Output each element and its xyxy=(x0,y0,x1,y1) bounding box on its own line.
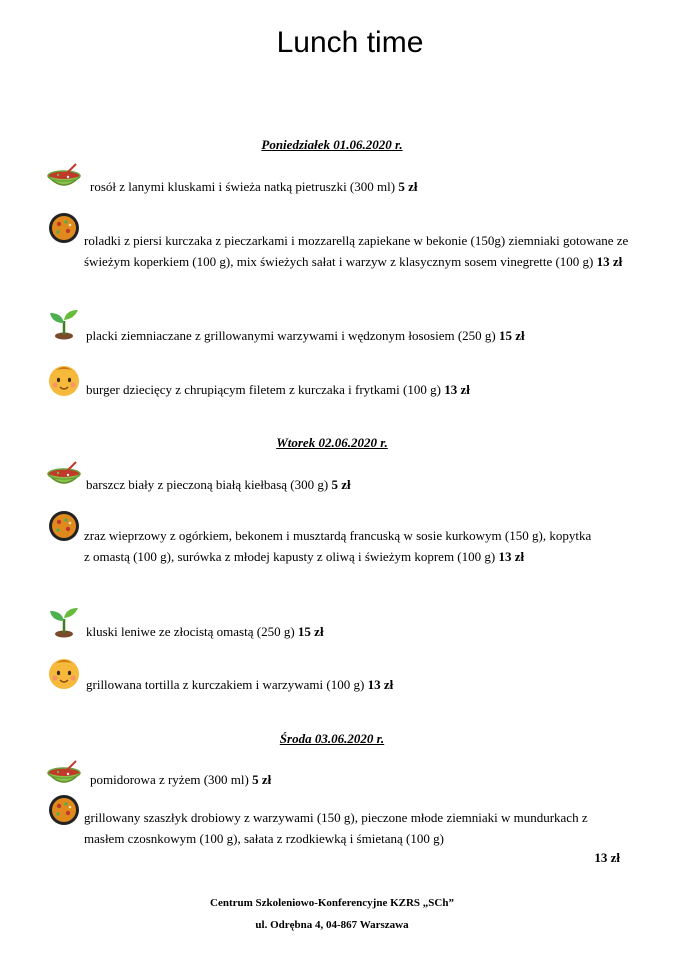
menu-item-text xyxy=(86,474,646,495)
day-heading-tuesday: Wtorek 02.06.2020 r. xyxy=(276,435,388,450)
dish-description: pomidorowa z ryżem (300 ml) xyxy=(90,772,249,787)
day-heading-monday: Poniedziałek 01.06.2020 r. xyxy=(261,137,403,152)
dish-description: barszcz biały z pieczoną białą kiełbasą (300 g) xyxy=(86,477,329,492)
menu-item-text xyxy=(86,379,646,400)
paella-pan-icon xyxy=(46,508,82,544)
baby-face-icon xyxy=(46,656,82,692)
dish-price: 13 zł xyxy=(444,382,470,397)
dish-price: 13 zł xyxy=(367,677,394,692)
menu-item-text xyxy=(84,525,594,567)
seedling-icon xyxy=(46,305,82,341)
menu-item-text xyxy=(86,325,646,346)
dish-description: placki ziemniaczane z grillowanymi warzywami i wędzonym łososiem (250 g) xyxy=(86,328,496,343)
soup-bowl-icon xyxy=(46,160,82,196)
menu-item-text xyxy=(86,674,646,695)
menu-item-text xyxy=(84,807,604,849)
menu-item-text xyxy=(84,230,634,272)
menu-item-text xyxy=(86,621,646,642)
dish-price: 13 zł xyxy=(596,254,623,269)
soup-bowl-icon xyxy=(46,458,82,494)
dish-description: kluski leniwe ze złocistą omastą (250 g) xyxy=(86,624,295,639)
paella-pan-icon xyxy=(46,210,82,246)
dish-price: 5 zł xyxy=(398,179,418,194)
soup-bowl-icon xyxy=(46,757,82,793)
day-heading-wednesday: Środa 03.06.2020 r. xyxy=(279,731,385,746)
dish-description: roladki z piersi kurczaka z pieczarkami i mozzarellą zapiekane w bekonie (150g) ziemniaki gotowane ze świeżym koperkiem (100 g), mix świeżych sałat i warzyw z klasycznym sosem vinegrette (100 g) xyxy=(84,233,629,269)
dish-price: 15 zł xyxy=(498,328,525,343)
dish-price: 5 zł xyxy=(331,477,351,492)
dish-price: 13 zł xyxy=(594,850,620,865)
dish-price: 5 zł xyxy=(252,772,272,787)
footer-address: ul. Odrębna 4, 04-867 Warszawa xyxy=(255,919,409,931)
menu-item-text xyxy=(90,176,650,197)
dish-description: grillowany szaszłyk drobiowy z warzywami (150 g), pieczone młode ziemniaki w mundurkach z masłem czosnkowym (100 g), sałata z rzodkiewką i śmietaną (100 g) xyxy=(84,810,588,846)
dish-description: grillowana tortilla z kurczakiem i warzywami (100 g) xyxy=(86,677,365,692)
dish-price: 13 zł xyxy=(498,549,525,564)
dish-description: burger dziecięcy z chrupiącym filetem z kurczaka i frytkami (100 g) xyxy=(86,382,441,397)
seedling-icon xyxy=(46,603,82,639)
dish-description: zraz wieprzowy z ogórkiem, bekonem i musztardą francuską w sosie kurkowym (150 g), kopytka z omastą (100 g), surówka z młodej kapusty z oliwą i świeżym koprem (100 g) xyxy=(84,528,592,564)
dish-price: 15 zł xyxy=(297,624,324,639)
paella-pan-icon xyxy=(46,792,82,828)
footer-organization: Centrum Szkoleniowo-Konferencyjne KZRS „SCh” xyxy=(210,897,454,909)
dish-description: rosół z lanymi kluskami i świeża natką pietruszki (300 ml) xyxy=(90,179,396,194)
page-title: Lunch time xyxy=(276,26,424,59)
menu-item-text xyxy=(90,769,650,790)
baby-face-icon xyxy=(46,363,82,399)
